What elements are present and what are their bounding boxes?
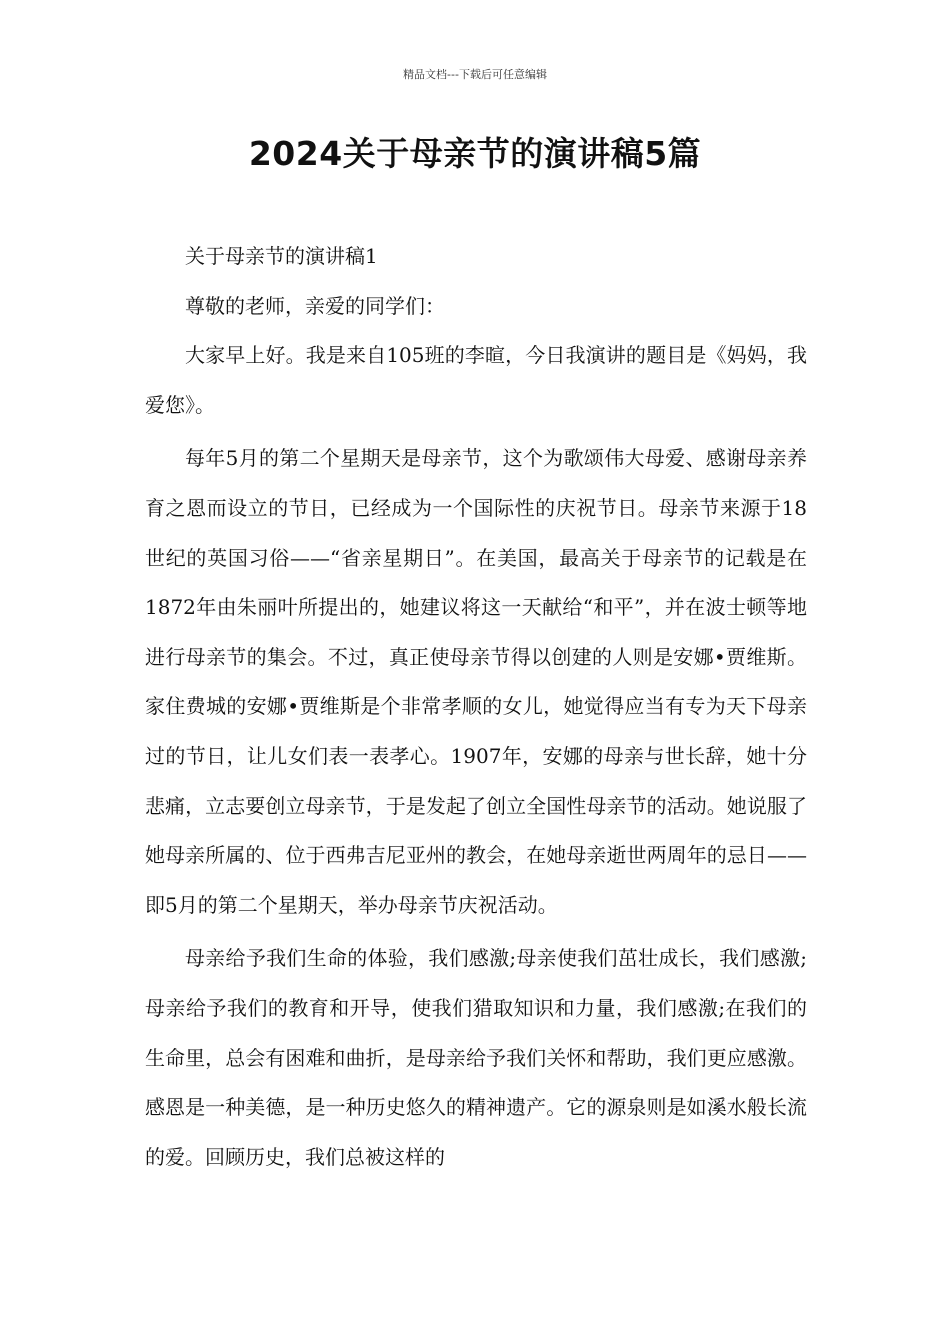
document-title: 2024关于母亲节的演讲稿5篇	[248, 134, 702, 173]
section-heading: 关于母亲节的演讲稿1	[185, 244, 378, 268]
paragraph-intro: 大家早上好。我是来自105班的李暄，今日我演讲的题目是《妈妈，我爱您》。	[145, 343, 807, 417]
header-note: 精品文档---下载后可任意编辑	[403, 68, 547, 81]
salutation: 尊敬的老师，亲爱的同学们：	[185, 293, 445, 318]
paragraph-history: 每年5月的第二个星期天是母亲节，这个为歌颂伟大母爱、感谢母亲养育之恩而设立的节日，已经成为一个国际性的庆祝节日。母亲节来源于18世纪的英国习俗——“省亲星期日”。在美国，最高关于母亲节的记载是在1872年由朱丽叶所提出的，她建议将这一天献给“和平”，并在波士顿等地进行母亲节的集会。不过，真正使母亲节得以创建的人则是安娜•贾维斯。家住费城的安娜•贾维斯是个非常孝顺的女儿，她觉得应当有专为天下母亲过的节日，让儿女们表一表孝心。1907年，安娜的母亲与世长辞，她十分悲痛，立志要创立母亲节，于是发起了创立全国性母亲节的活动。她说服了她母亲所属的、位于西弗吉尼亚州的教会，在她母亲逝世两周年的忌日——即5月的第二个星期天，举办母亲节庆祝活动。	[145, 446, 807, 917]
paragraph-gratitude: 母亲给予我们生命的体验，我们感激;母亲使我们茁壮成长，我们感激;母亲给予我们的教育和开导，使我们猎取知识和力量，我们感激;在我们的生命里，总会有困难和曲折，是母亲给予我们关怀和帮助，我们更应感激。感恩是一种美德，是一种历史悠久的精神遗产。它的源泉则是如溪水般长流的爱。回顾历史，我们总被这样的	[145, 946, 807, 1169]
document-body	[145, 232, 807, 1182]
